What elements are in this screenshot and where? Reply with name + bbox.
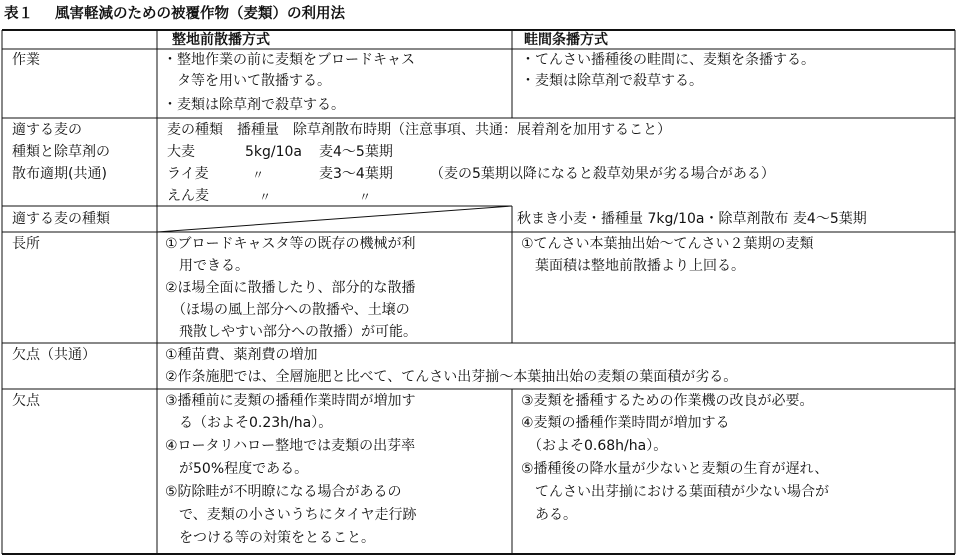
- work-b-line-2: ・麦類は除草剤で殺草する。: [521, 73, 703, 89]
- species-note-rye: （麦の5葉期以降になると殺草効果が劣る場合がある）: [430, 166, 775, 182]
- species-name-rye: ライ麦: [167, 166, 209, 182]
- merit-a-line-4: （ほ場の風上部分への散播や、土壌の: [165, 302, 410, 318]
- work-a-line-1: ・整地作業の前に麦類をブロードキャス: [163, 52, 415, 68]
- demerit-common-line-2: ②作条施肥では、全層施肥と比べて、てんさい出芽揃～本葉抽出始の麦類の葉面積が劣る。: [165, 369, 738, 385]
- work-a-line-3: ・麦類は除草剤で殺草する。: [163, 97, 345, 113]
- species-rate-oats: 〃: [259, 190, 272, 204]
- species-b-text: 秋まき小麦・播種量 7kg/10a・除草剤散布 麦4～5葉期: [517, 211, 867, 227]
- row-label-work: 作業: [12, 52, 40, 68]
- demerit-a-line-7: をつける等の対策をとること。: [165, 530, 375, 546]
- species-rate-barley: 5kg/10a: [245, 144, 303, 160]
- work-b-line-1: ・てんさい播種後の畦間に、麦類を条播する。: [521, 52, 815, 68]
- demerit-a-line-5: ⑤防除畦が不明瞭になる場合があるの: [165, 484, 402, 500]
- demerit-a-line-3: ④ロータリハロー整地では麦類の出芽率: [165, 438, 416, 454]
- row-label-merit: 長所: [12, 236, 40, 252]
- row-label-demerit-common: 欠点（共通）: [12, 347, 96, 363]
- demerit-b-line-1: ③麦類を播種するための作業機の改良が必要。: [521, 393, 814, 409]
- row-label-species-3: 散布適期(共通): [12, 166, 107, 182]
- species-name-barley: 大麦: [167, 144, 195, 160]
- merit-a-line-5: 飛散しやすい部分への散播）が可能。: [165, 324, 417, 340]
- table-number: 表１: [4, 6, 33, 22]
- row-label-species-b: 適する麦の種類: [12, 211, 110, 227]
- row-label-species-1: 適する麦の: [12, 122, 82, 138]
- row-label-species-2: 種類と除草剤の: [12, 144, 110, 160]
- demerit-b-line-3: （およそ0.68h/ha）。: [521, 438, 668, 454]
- table-title-text: 風害軽減のための被覆作物（麦類）の利用法: [55, 6, 345, 22]
- species-timing-oats: 〃: [359, 190, 372, 204]
- merit-b-line-2: 葉面積は整地前散播より上回る。: [521, 258, 745, 274]
- demerit-a-line-6: で、麦類の小さいうちにタイヤ走行跡: [165, 507, 417, 523]
- species-header-line: 麦の種類 播種量 除草剤散布時期（注意事項、共通：展着剤を加用すること）: [167, 122, 671, 138]
- merit-a-line-1: ①ブロードキャスタ等の既存の機械が利: [165, 236, 416, 252]
- demerit-common-line-1: ①種苗費、薬剤費の増加: [165, 347, 318, 363]
- species-rate-rye: 〃: [252, 168, 265, 182]
- header-col-b: 畦間条播方式: [524, 32, 608, 48]
- work-a-line-2: タ等を用いて散播する。: [163, 73, 331, 89]
- row-label-demerit: 欠点: [12, 393, 40, 409]
- species-timing-barley: 麦4～5葉期: [319, 144, 393, 160]
- demerit-a-line-2: る（およそ0.23h/ha）。: [165, 415, 333, 431]
- species-timing-rye: 麦3～4葉期: [319, 166, 393, 182]
- demerit-b-line-5: てんさい出芽揃における葉面積が少ない場合が: [521, 484, 829, 500]
- merit-a-line-2: 用できる。: [165, 258, 249, 274]
- header-col-a: 整地前散播方式: [172, 32, 270, 48]
- demerit-a-line-4: が50%程度である。: [165, 461, 309, 477]
- demerit-a-line-1: ③播種前に麦類の播種作業時間が増加す: [165, 393, 416, 409]
- merit-a-line-3: ②ほ場全面に散播したり、部分的な散播: [165, 280, 416, 296]
- merit-b-line-1: ①てんさい本葉抽出始～てんさい２葉期の麦類: [521, 236, 814, 252]
- species-name-oats: えん麦: [167, 188, 209, 204]
- demerit-b-line-6: ある。: [521, 507, 577, 523]
- demerit-b-line-4: ⑤播種後の降水量が少ないと麦類の生育が遅れ、: [521, 461, 829, 477]
- demerit-b-line-2: ④麦類の播種作業時間が増加する: [521, 415, 730, 431]
